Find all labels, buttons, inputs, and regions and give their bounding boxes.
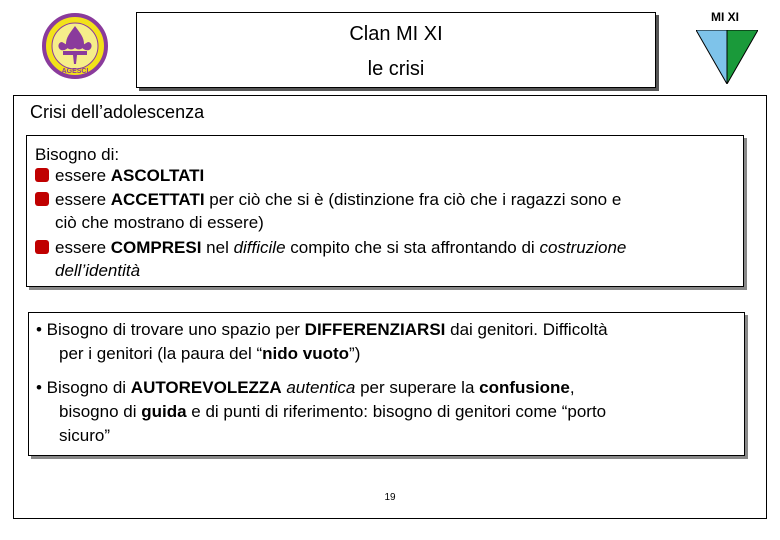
bullet-icon (35, 240, 49, 254)
need-item: essere ACCETTATI per ciò che si è (distinzione fra ciò che i ragazzi sono e ciò che mostrano di essere) (35, 188, 735, 234)
point-item: • Bisogno di AUTOREVOLEZZA autentica per superare la confusione, bisogno di guida e di punti di riferimento: bisogno di genitori come “porto sicuro” (36, 378, 607, 445)
need-item: essere ASCOLTATI (35, 164, 735, 187)
need-item: essere COMPRESI nel difficile compito che si sta affrontando di costruzione dell’identità (35, 236, 735, 282)
clan-badge-icon (696, 30, 758, 84)
needs-intro: Bisogno di: (35, 145, 120, 164)
slide-title-box (136, 12, 656, 88)
agesci-logo (30, 12, 120, 80)
point-item: • Bisogno di trovare uno spazio per DIFFERENZIARSI dai genitori. Difficoltà per i genitori (la paura del “nido vuoto”) (36, 320, 608, 363)
badge-label: MI XI (710, 10, 739, 24)
section-heading: Crisi dell’adolescenza (30, 102, 205, 122)
page-number: 19 (384, 492, 396, 503)
bullet-icon (35, 168, 49, 182)
logo-text: AGESCI (61, 68, 89, 75)
slide-title: Clan MI XI (349, 23, 443, 45)
bullet-icon (35, 192, 49, 206)
slide-subtitle-header: le crisi (367, 58, 425, 80)
